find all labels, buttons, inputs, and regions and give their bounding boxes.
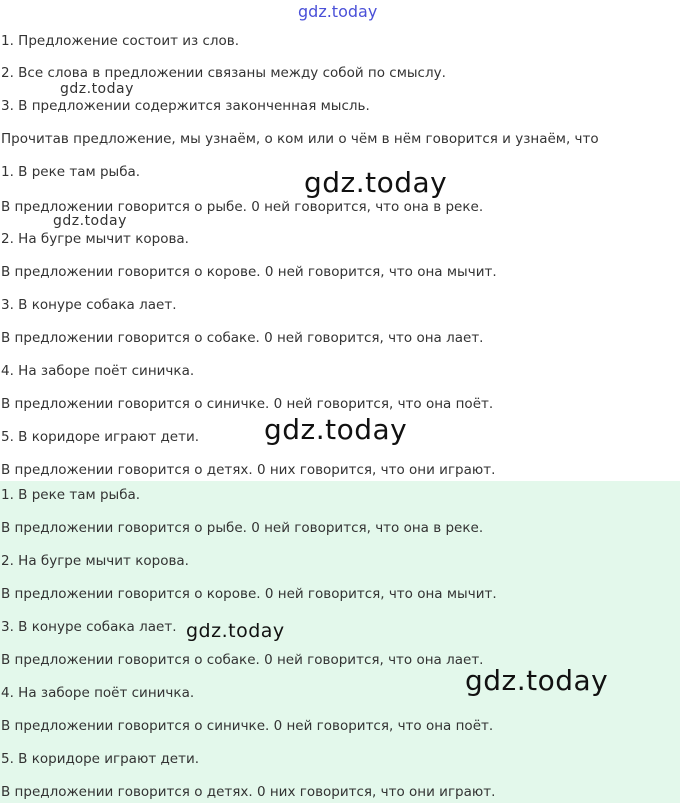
example-sentence-2: 2. На бугре мычит корова. [1,231,189,247]
intro-line-1: 1. Предложение состоит из слов. [1,33,240,49]
answer-sentence-4: 4. На заборе поёт синичка. [1,685,195,701]
example-explanation-1: В предложении говорится о рыбе. 0 ней говорится, что она в реке. [1,199,484,215]
watermark-large-2: gdz.today [264,413,408,446]
watermark-small-1: gdz.today [60,81,134,97]
example-explanation-4: В предложении говорится о синичке. 0 ней говорится, что она поёт. [1,396,494,412]
example-sentence-5: 5. В коридоре играют дети. [1,429,200,445]
answer-sentence-3: 3. В конуре собака лает. [1,619,177,635]
answer-sentence-1: 1. В реке там рыба. [1,487,141,503]
watermark-small-2: gdz.today [53,213,127,229]
example-sentence-3: 3. В конуре собака лает. [1,297,177,313]
intro-line-2: 2. Все слова в предложении связаны между собой по смыслу. [1,65,446,81]
intro-line-3: 3. В предложении содержится законченная мысль. [1,98,370,114]
intro-line-4: Прочитав предложение, мы узнаём, о ком или о чём в нём говорится и узнаём, что [1,131,599,147]
answer-sentence-2: 2. На бугре мычит корова. [1,553,189,569]
answer-explanation-3: В предложении говорится о собаке. 0 ней говорится, что она лает. [1,652,484,668]
answer-explanation-1: В предложении говорится о рыбе. 0 ней говорится, что она в реке. [1,520,484,536]
example-sentence-1: 1. В реке там рыба. [1,164,141,180]
watermark-large-3: gdz.today [465,664,609,697]
watermark-medium-1: gdz.today [186,620,285,642]
watermark-top: gdz.today [298,2,378,21]
example-explanation-2: В предложении говорится о корове. 0 ней говорится, что она мычит. [1,264,497,280]
example-explanation-3: В предложении говорится о собаке. 0 ней говорится, что она лает. [1,330,484,346]
answer-explanation-2: В предложении говорится о корове. 0 ней говорится, что она мычит. [1,586,497,602]
watermark-large-1: gdz.today [304,166,448,199]
example-explanation-5: В предложении говорится о детях. 0 них говорится, что они играют. [1,462,496,478]
example-sentence-4: 4. На заборе поёт синичка. [1,363,195,379]
answer-sentence-5: 5. В коридоре играют дети. [1,751,200,767]
answer-explanation-4: В предложении говорится о синичке. 0 ней говорится, что она поёт. [1,718,494,734]
answer-explanation-5: В предложении говорится о детях. 0 них говорится, что они играют. [1,784,496,800]
